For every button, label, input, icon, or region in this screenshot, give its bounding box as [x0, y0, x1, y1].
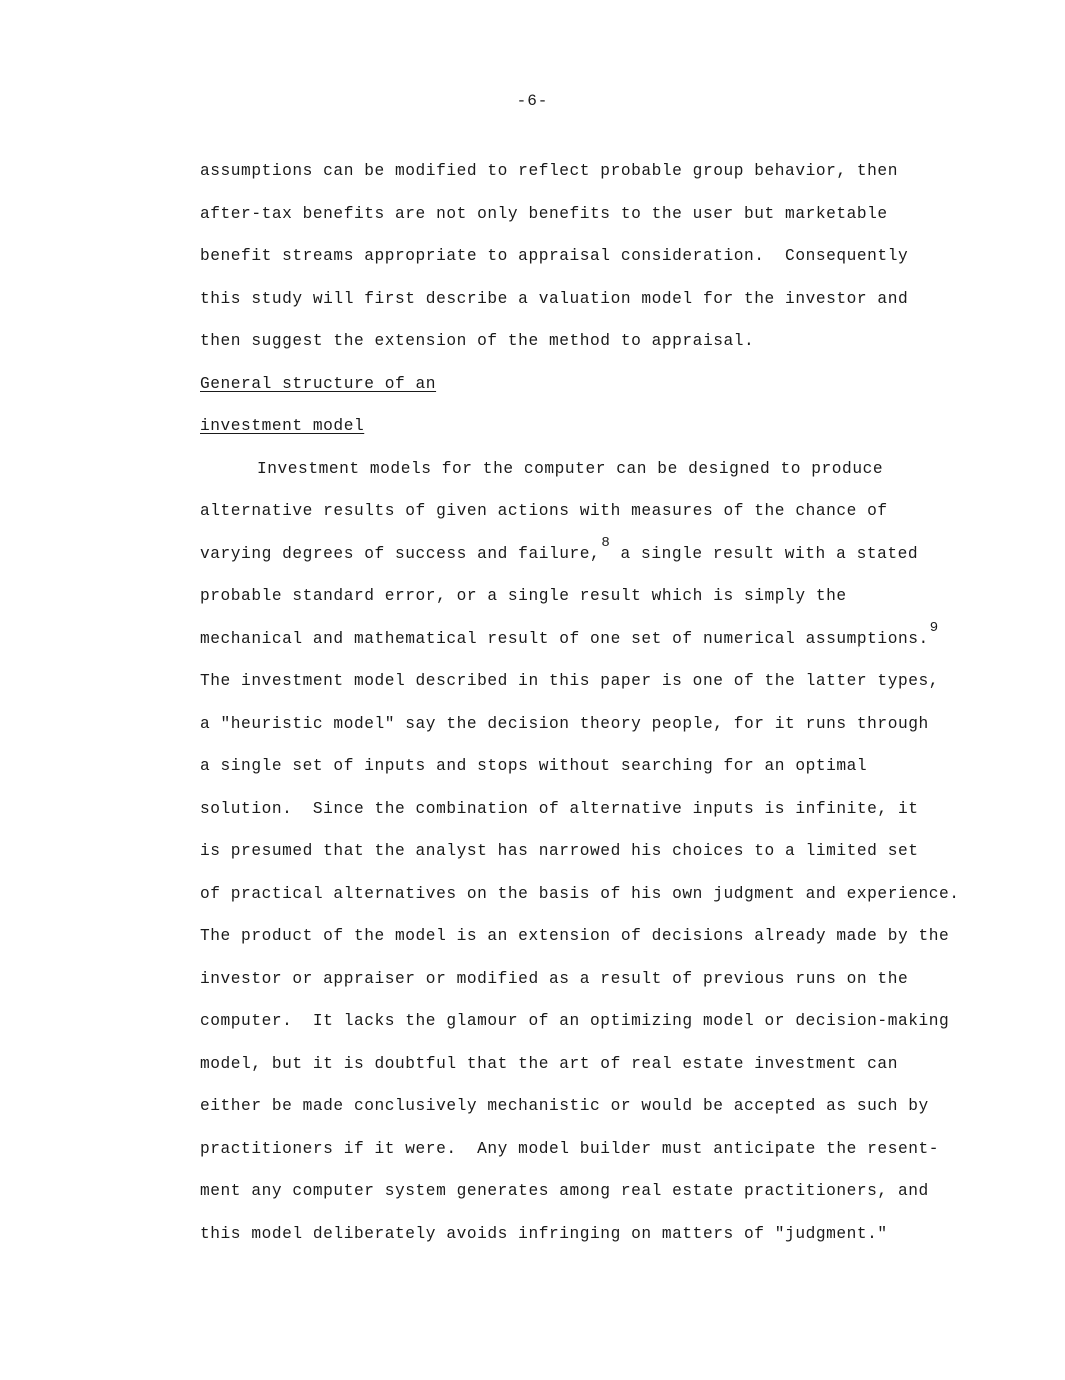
paragraph-line: after-tax benefits are not only benefits to the user but marketable: [200, 204, 888, 223]
paragraph-line: is presumed that the analyst has narrowed his choices to a limited set: [200, 842, 919, 860]
paragraph-line: this model deliberately avoids infringing on matters of "judgment.": [200, 1224, 888, 1243]
body-text: [200, 150, 1020, 1255]
paragraph-line: assumptions can be modified to reflect probable group behavior, then: [200, 162, 898, 180]
section-heading-text: General structure of an: [200, 374, 437, 393]
paragraph-line-with-footnote: [200, 533, 1020, 576]
paragraph-line: a "heuristic model" say the decision theory people, for it runs through: [200, 714, 929, 733]
footnote-marker-9: 9: [929, 619, 939, 636]
section-heading-line-2: [200, 405, 1020, 448]
paragraph-line: a single set of inputs and stops without searching for an optimal: [200, 757, 868, 775]
paragraph-line: of practical alternatives on the basis of his own judgment and experience.: [200, 884, 960, 903]
paragraph-line: probable standard error, or a single result which is simply the: [200, 587, 847, 605]
paragraph-line: Investment models for the computer can be designed to produce: [257, 459, 884, 478]
paragraph-line: practitioners if it were. Any model builder must anticipate the resent-: [200, 1139, 940, 1158]
paragraph-line: alternative results of given actions with measures of the chance of: [200, 502, 888, 520]
section-heading-text: investment model: [200, 417, 365, 435]
page-number: -6-: [516, 92, 549, 110]
paragraph-line: ment any computer system generates among real estate practitioners, and: [200, 1182, 929, 1200]
line-segment: a single result with a stated: [610, 544, 919, 563]
paragraph-line: The product of the model is an extension of decisions already made by the: [200, 927, 950, 945]
paragraph-line: then suggest the extension of the method to appraisal.: [200, 332, 755, 350]
paragraph-line: model, but it is doubtful that the art of real estate investment can: [200, 1054, 898, 1073]
paragraph-line-with-footnote: [200, 618, 1020, 661]
paragraph-line: The investment model described in this paper is one of the latter types,: [200, 672, 940, 690]
paragraph-line: either be made conclusively mechanistic or would be accepted as such by: [200, 1097, 929, 1115]
section-heading-line-1: [200, 363, 1020, 406]
paragraph-line: this study will first describe a valuation model for the investor and: [200, 289, 909, 308]
paragraph-line: benefit streams appropriate to appraisal consideration. Consequently: [200, 247, 909, 265]
line-segment: varying degrees of success and failure,: [200, 544, 601, 563]
line-segment: mechanical and mathematical result of one set of numerical assumptions.: [200, 629, 929, 648]
paragraph-line: investor or appraiser or modified as a result of previous runs on the: [200, 969, 909, 988]
footnote-marker-8: 8: [601, 534, 611, 551]
paragraph-line: computer. It lacks the glamour of an optimizing model or decision-making: [200, 1012, 950, 1030]
paragraph-line: solution. Since the combination of alternative inputs is infinite, it: [200, 799, 919, 818]
